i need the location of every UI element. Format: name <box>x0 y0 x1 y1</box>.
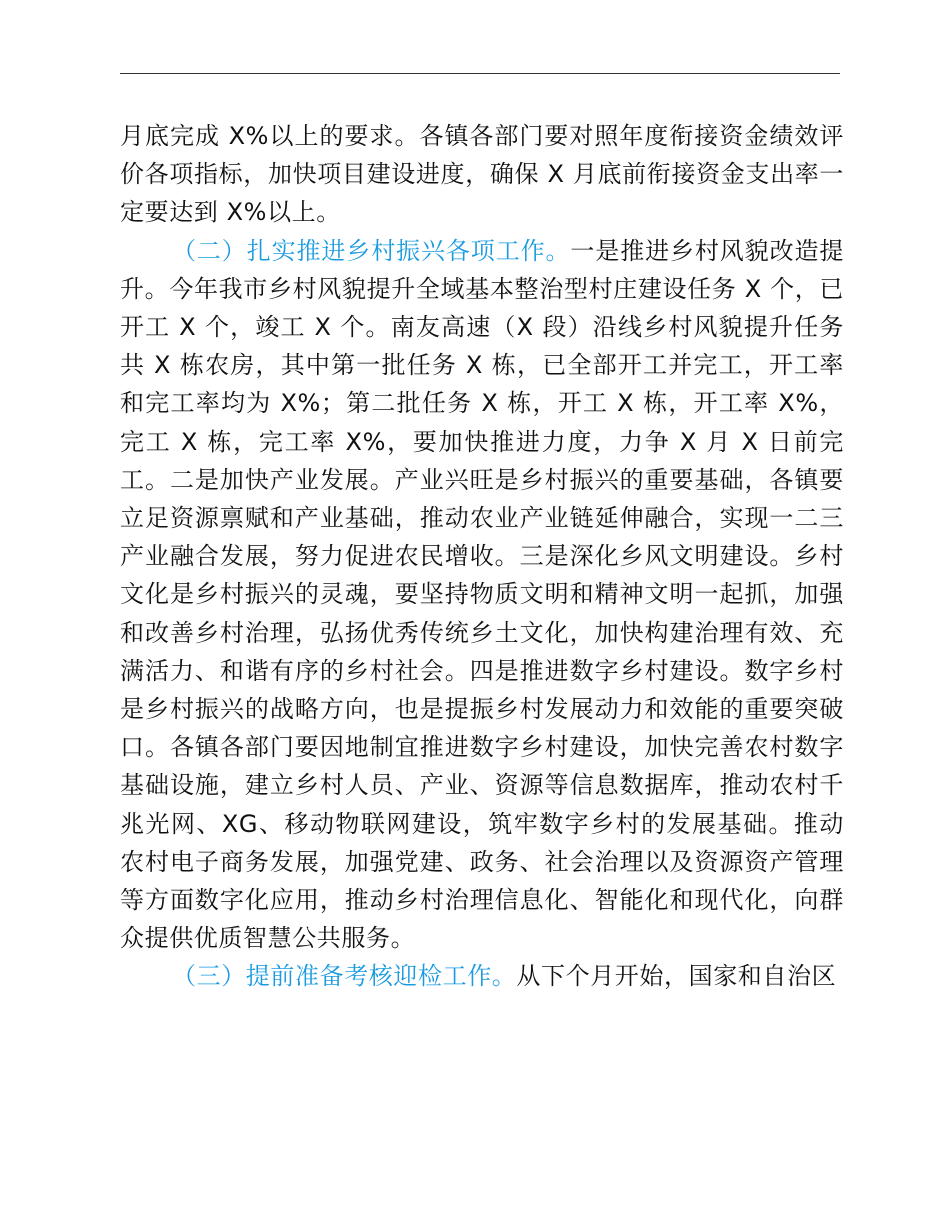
paragraph-2-text: 一是推进乡村风貌改造提升。今年我市乡村风貌提升全域基本整治型村庄建设任务 X 个，已开工 X 个，竣工 X 个。南友高速（X 段）沿线乡村风貌提升任务共 X 栋农房，其中第一批任务 X 栋，已全部开工并完工，开工率和完工率均为 X%；第二批任务 X 栋，开工 X 栋，开工率 X%，完工 X 栋，完工率 X%，要加快推进力度，力争 X 月 X 日前完工。二是加快产业发展。产业兴旺是乡村振兴的重要基础，各镇要立足资源禀赋和产业基础，推动农业产业链延伸融合，实现一二三产业融合发展，努力促进农民增收。三是深化乡风文明建设。乡村文化是乡村振兴的灵魂，要坚持物质文明和精神文明一起抓，加强和改善乡村治理，弘扬优秀传统乡土文化，加快构建治理有效、充满活力、和谐有序的乡村社会。四是推进数字乡村建设。数字乡村是乡村振兴的战略方向，也是提振乡村发展动力和效能的重要突破口。各镇各部门要因地制宜推进数字乡村建设，加快完善农村数字基础设施，建立乡村人员、产业、资源等信息数据库，推动农村千兆光网、XG、移动物联网建设，筑牢数字乡村的发展基础。推动农村电子商务发展，加强党建、政务、社会治理以及资源资产管理等方面数字化应用，推动乡村治理信息化、智能化和现代化，向群众提供优质智慧公共服务。 <box>120 236 844 953</box>
header-rule <box>120 73 840 74</box>
section-heading-3: （三）提前准备考核迎检工作。 <box>172 962 517 991</box>
document-body <box>120 117 844 996</box>
section-heading-2: （二）扎实推进乡村振兴各项工作。 <box>172 236 571 265</box>
paragraph-3-text: 从下个月开始，国家和自治区 <box>516 962 837 991</box>
paragraph-1-text: 月底完成 X%以上的要求。各镇各部门要对照年度衔接资金绩效评价各项指标，加快项目建设进度，确保 X 月底前衔接资金支出率一定要达到 X%以上。 <box>120 122 844 227</box>
paragraph-3 <box>120 957 844 995</box>
paragraph-2 <box>120 232 844 958</box>
paragraph-1 <box>120 117 844 232</box>
